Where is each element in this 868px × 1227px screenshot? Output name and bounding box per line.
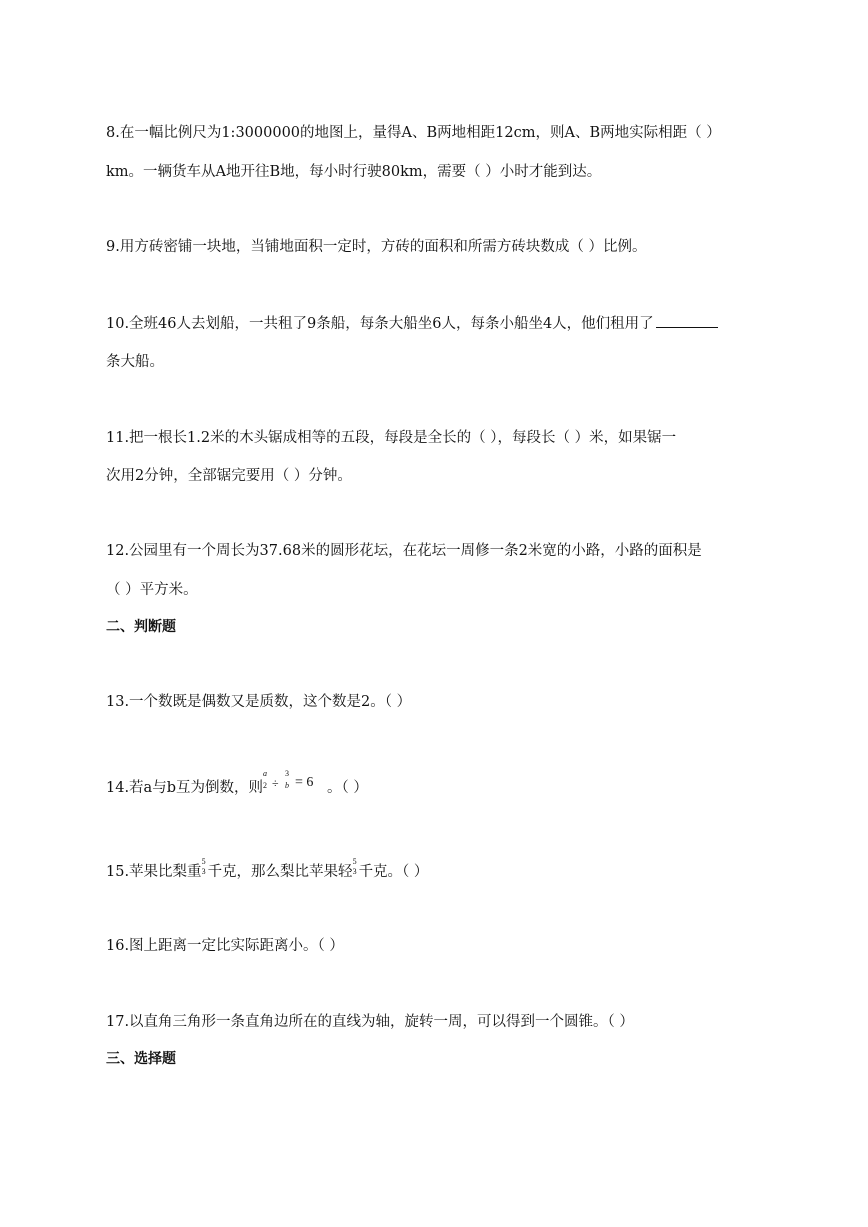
question-10-text: 10.全班46人去划船，一共租了9条船，每条大船坐6人，每条小船坐4人，他们租用了 — [106, 316, 654, 332]
question-14-text: 14.若a与b互为倒数，则 — [106, 780, 263, 796]
fraction-1 — [201, 857, 208, 878]
question-15-text: 15.苹果比梨重 — [106, 864, 202, 880]
question-14-tail: 。（ ） — [327, 780, 368, 796]
question-8-line-1: 8.在一幅比例尺为1:3000000的地图上，量得A、B两地相距12cm，则A、B两地实际相距（ ） — [106, 125, 721, 141]
expr-3: 3 — [285, 769, 289, 778]
question-16: 16.图上距离一定比实际距离小。（ ） — [106, 938, 344, 954]
expr-2: 2 — [263, 781, 267, 790]
expr-a: a — [263, 769, 267, 778]
question-14 — [106, 769, 368, 797]
fraction-1-num: 5 — [201, 857, 206, 866]
question-10-line-2: 条大船。 — [106, 354, 164, 370]
question-13: 13.一个数既是偶数又是质数，这个数是2。（ ） — [106, 694, 412, 710]
fraction-2-num: 5 — [352, 857, 357, 866]
expr-divide: ÷ — [272, 776, 279, 790]
section-heading-choice: 三、选择题 — [106, 1051, 176, 1067]
question-12-line-2: （ ）平方米。 — [106, 582, 198, 598]
fraction-1-den: 3 — [201, 867, 206, 876]
expr-b: b — [285, 781, 289, 790]
question-15 — [106, 857, 429, 881]
question-11-line-2: 次用2分钟，全部锯完要用（ ）分钟。 — [106, 468, 352, 484]
question-15-mid: 千克，那么梨比苹果轻 — [207, 864, 353, 880]
answer-blank[interactable] — [656, 326, 718, 328]
question-17: 17.以直角三角形一条直角边所在的直线为轴，旋转一周，可以得到一个圆锥。（ ） — [106, 1014, 634, 1030]
section-heading-judgement: 二、判断题 — [106, 619, 176, 635]
question-8-line-2: km。一辆货车从A地开往B地，每小时行驶80km，需要（ ）小时才能到达。 — [106, 164, 602, 180]
question-15-tail: 千克。（ ） — [358, 864, 429, 880]
fraction-2 — [352, 857, 359, 878]
question-9: 9.用方砖密铺一块地，当铺地面积一定时，方砖的面积和所需方砖块数成（ ）比例。 — [106, 239, 647, 255]
question-10-line-1 — [106, 312, 718, 333]
reciprocal-expression — [263, 769, 327, 794]
expr-equals: = 6 — [295, 775, 314, 790]
question-12-line-1: 12.公园里有一个周长为37.68米的圆形花坛，在花坛一周修一条2米宽的小路，小路的面积是 — [106, 543, 702, 559]
fraction-2-den: 3 — [352, 867, 357, 876]
question-11-line-1: 11.把一根长1.2米的木头锯成相等的五段，每段是全长的（ ），每段长（ ）米，如果锯一 — [106, 430, 677, 446]
